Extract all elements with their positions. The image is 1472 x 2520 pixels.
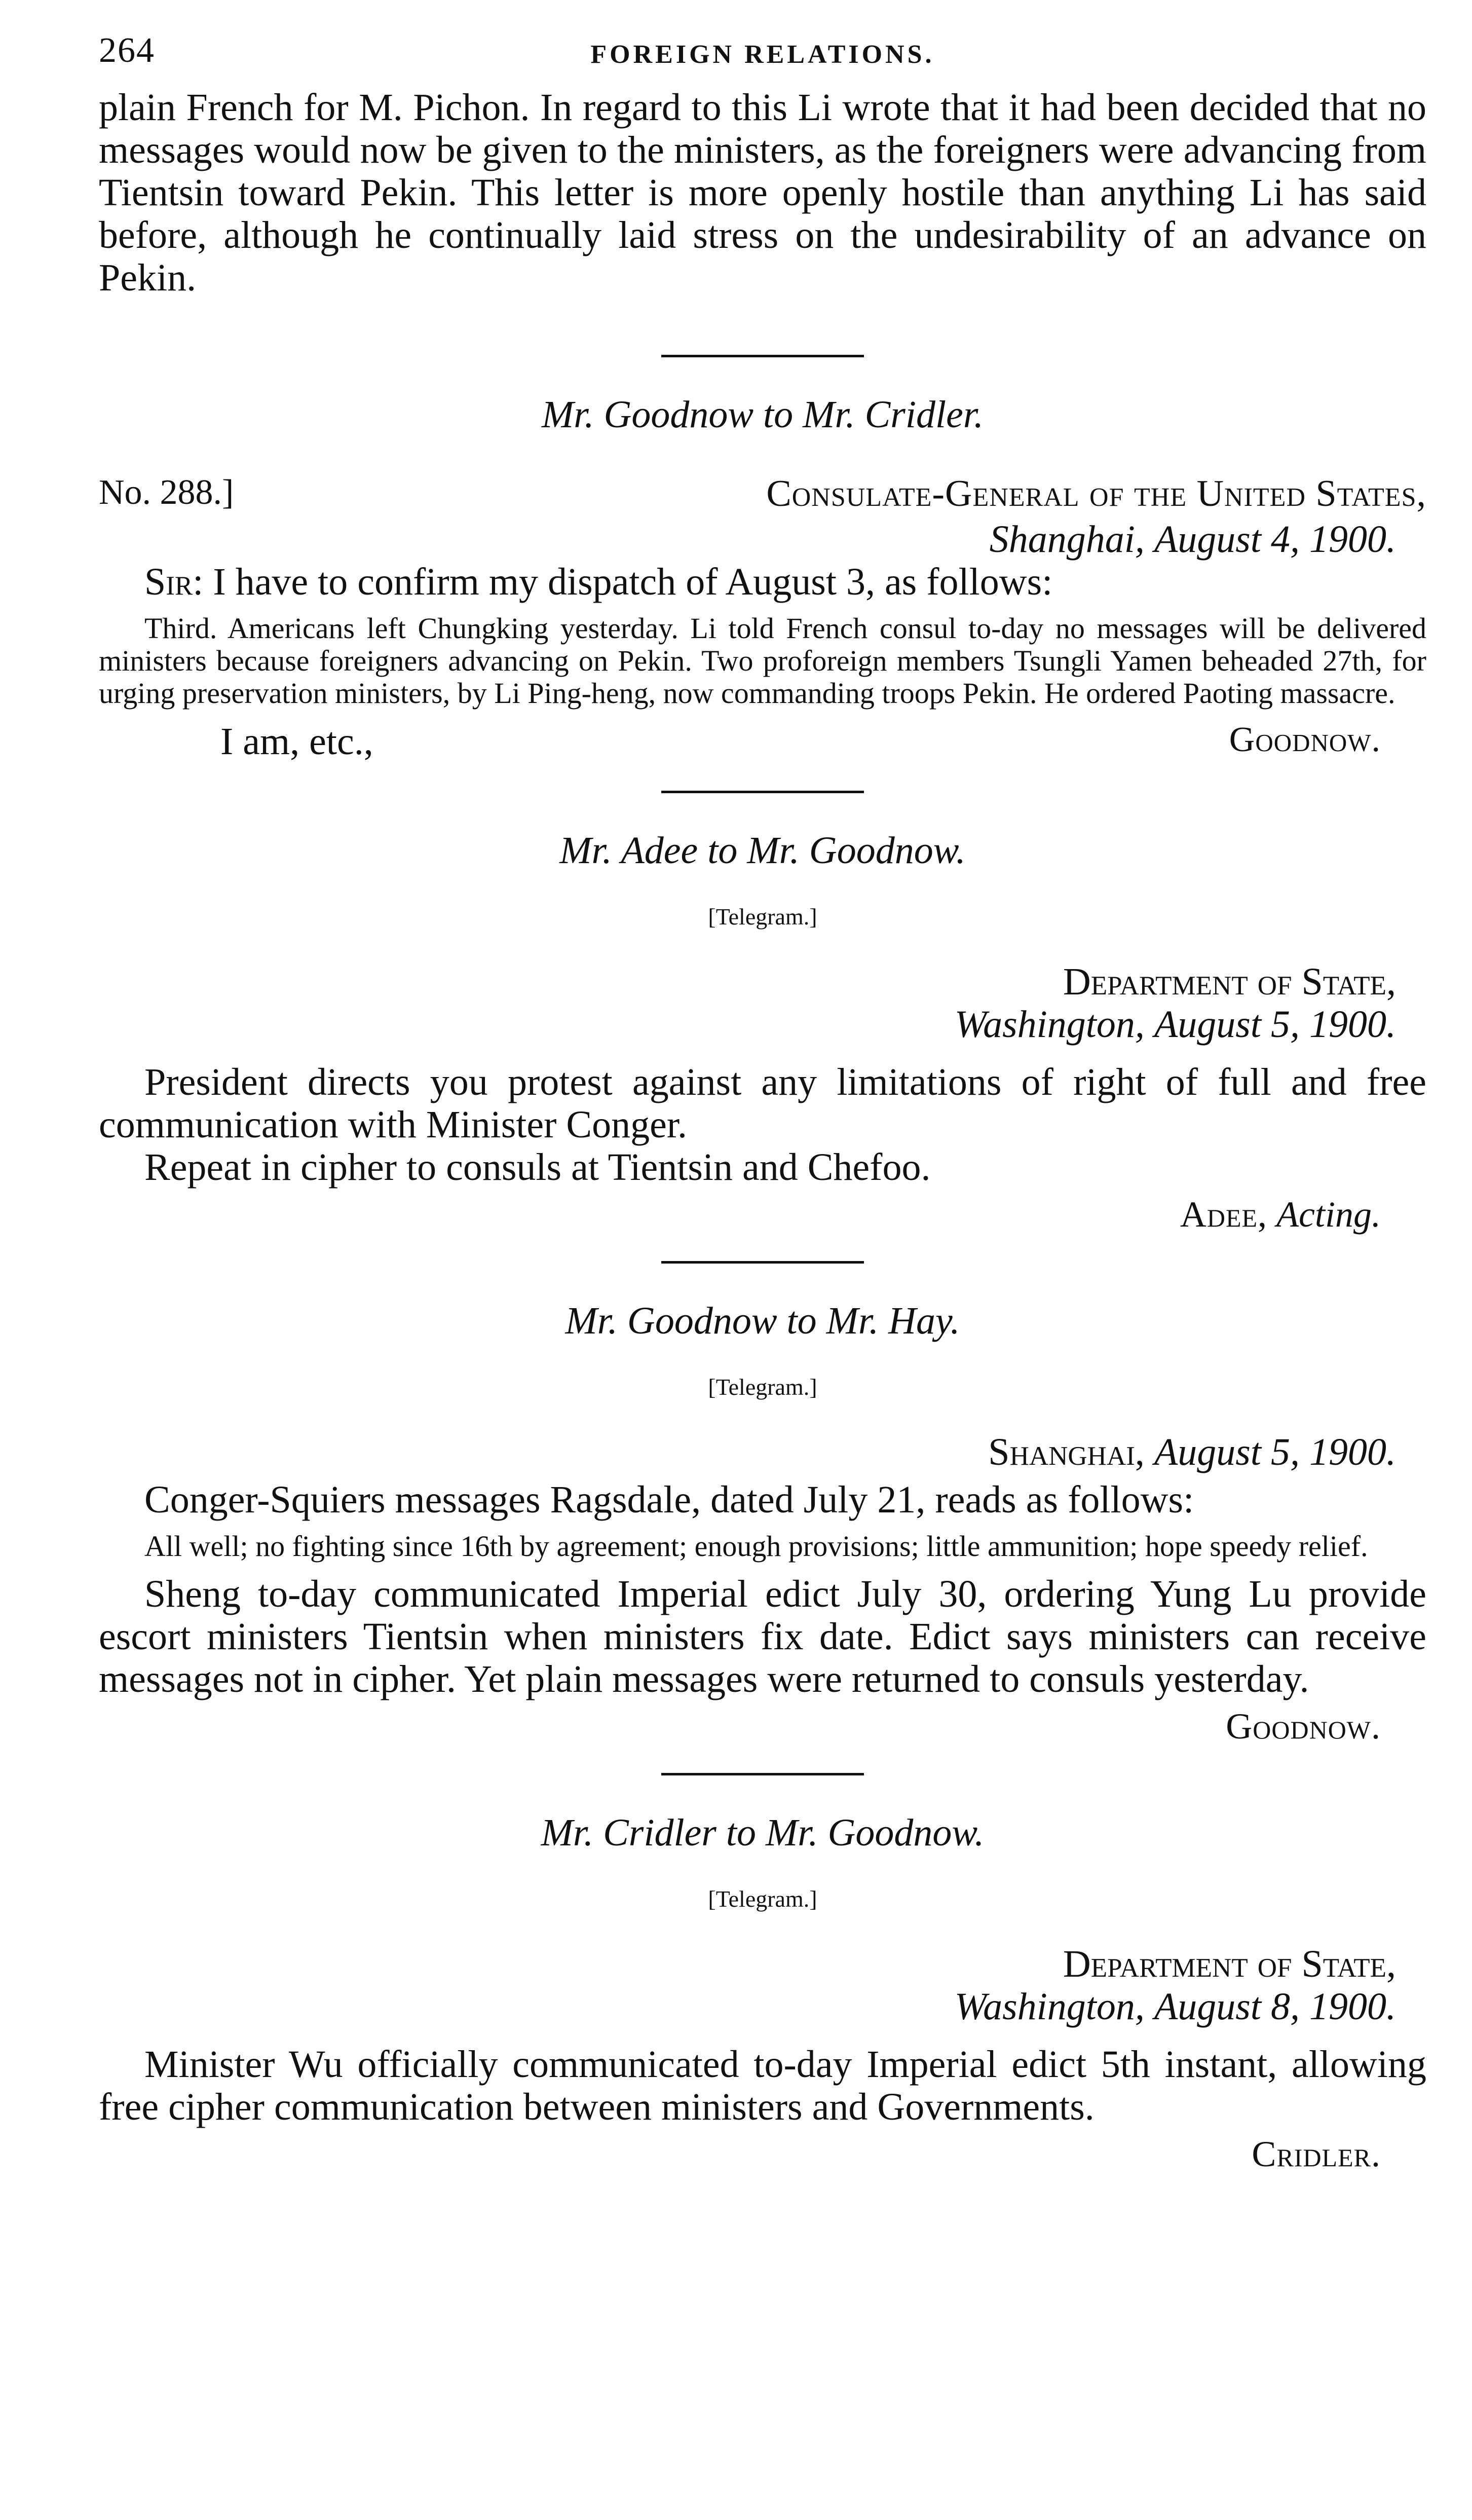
section-divider [661,1261,864,1264]
place: Washington, [954,1985,1145,2028]
date: August 8, 1900. [1154,1985,1396,2028]
letter-heading: Mr. Goodnow to Mr. Cridler. [542,393,984,436]
letter-heading: Mr. Adee to Mr. Goodnow. [559,829,966,872]
salutation: Sir: [144,561,204,603]
telegram-paragraph: Minister Wu officially communicated to-day Imperial edict 5th instant, allowing free cipher communication between ministers and Governments. [99,2043,1426,2128]
signer: Adee, [1180,1194,1268,1235]
letter-heading: Mr. Goodnow to Mr. Hay. [565,1300,960,1342]
signer-title: Acting. [1276,1194,1381,1235]
section-divider [661,355,864,357]
telegram-label: [Telegram.] [708,904,817,930]
office-name: Department of State, [1063,960,1396,1003]
quoted-dispatch: Third. Americans left Chungking yesterday. Li told French consul to-day no messages will be delivered ministers because foreigners advancing on Pekin. Two proforeign members Tsungli Yamen beheaded 27th, for urging preservation ministers, by Li Ping-heng, now commanding troops Pekin. He ordered Paoting massacre. [99,612,1426,710]
letter-opening [99,561,1426,603]
running-header [99,30,1426,86]
telegram-opening: Conger-Squiers messages Ragsdale, dated July 21, reads as follows: [144,1478,1194,1521]
signer: Goodnow. [1226,1706,1381,1747]
place: Shanghai, [988,1431,1145,1473]
dispatch-line [99,472,1426,518]
place: Washington, [954,1003,1145,1046]
office-line [99,960,1426,1003]
telegram-paragraph: Sheng to-day communicated Imperial edict July 30, ordering Yung Lu provide escort ministers Tientsin when ministers fix date. Edict says ministers can receive messages not in cipher. Yet plain messages were returned to consuls yesterday. [99,1573,1426,1700]
document-page [99,30,1426,2175]
section-divider [661,1773,864,1775]
office-name: Consulate-General of the United States, [766,473,1426,514]
place-date [99,1985,1426,2028]
telegram-paragraph: Repeat in cipher to consuls at Tientsin and Chefoo. [144,1146,931,1189]
intro-paragraph: plain French for M. Pichon. In regard to this Li wrote that it had been decided that no messages would now be given to the ministers, as the foreigners were advancing from Tientsin toward Pekin. This letter is more openly hostile than anything Li has said before, although he continually laid stress on the undesirability of an advance on Pekin. [99,86,1426,299]
letter-heading: Mr. Cridler to Mr. Goodnow. [541,1811,985,1854]
signoff [99,720,1426,765]
quoted-message: All well; no fighting since 16th by agreement; enough provisions; little ammunition; hope speedy relief. [144,1530,1368,1563]
date: August 5, 1900. [1154,1003,1396,1046]
page-number: 264 [99,31,155,70]
office-line [99,1943,1426,1985]
signer: Cridler. [1252,2134,1381,2174]
office-name: Department of State, [1063,1943,1396,1985]
telegram-label: [Telegram.] [708,1374,817,1400]
date: August 5, 1900. [1154,1431,1396,1473]
signature-line [99,1194,1426,1236]
section-divider [661,791,864,793]
signature-line [99,2133,1426,2175]
date: August 4, 1900. [1154,518,1396,561]
running-title: FOREIGN RELATIONS. [590,40,935,69]
place: Shanghai, [989,518,1145,561]
telegram-paragraph: President directs you protest against any limitations of right of full and free communication with Minister Conger. [99,1061,1426,1146]
closing: I am, etc., [220,720,373,763]
opening-text: I have to confirm my dispatch of August 3, as follows: [213,561,1053,603]
signer: Goodnow. [1229,720,1381,759]
place-date [99,1003,1426,1046]
place-date [99,518,1426,561]
place-date [99,1431,1426,1473]
signature-line [99,1706,1426,1748]
dispatch-number: No. 288.] [99,473,234,512]
telegram-label: [Telegram.] [708,1886,817,1912]
